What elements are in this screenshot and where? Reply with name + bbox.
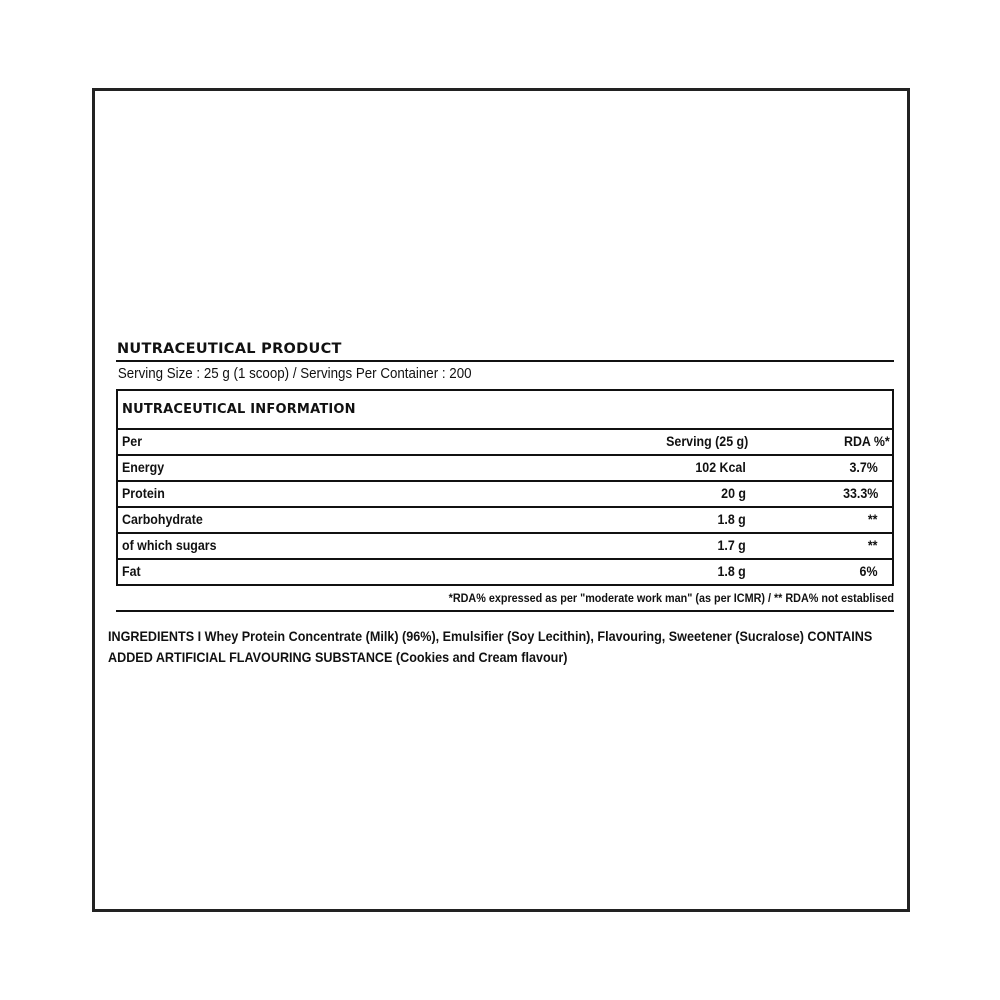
nutrition-label (116, 340, 894, 612)
nutrient-rda-value: 33.3% (842, 486, 878, 501)
table-row-carbohydrate (118, 508, 892, 534)
serving-size-info: Serving Size : 25 g (1 scoop) / Servings Per Container : 200 (117, 366, 472, 382)
nutrient-serving-value: 1.8 g (717, 512, 746, 527)
nutrient-name: of which sugars (122, 538, 217, 553)
nutrient-rda-value: ** (868, 512, 878, 527)
table-header-row (118, 430, 892, 456)
nutrition-table (116, 389, 894, 586)
product-title: NUTRACEUTICAL PRODUCT (117, 341, 342, 357)
nutrient-name: Energy (122, 460, 165, 475)
ingredients-line: INGREDIENTS I Whey Protein Concentrate (Milk) (96%), Emulsifier (Soy Lecithin), Flavouring, Sweetener (Sucralose) CONTAINS (108, 628, 873, 644)
column-header-per: Per (122, 434, 143, 449)
nutrient-rda-value: ** (868, 538, 878, 553)
table-row-sugars (118, 534, 892, 560)
footnote-divider (116, 610, 894, 612)
column-header-rda: RDA %* (844, 434, 890, 449)
table-row-energy (118, 456, 892, 482)
nutrient-rda-value: 6% (860, 564, 878, 579)
ingredients-text (108, 626, 898, 668)
nutrient-serving-value: 20 g (721, 486, 746, 501)
nutrient-name: Fat (122, 564, 141, 579)
nutrient-name: Carbohydrate (122, 512, 203, 527)
nutrient-serving-value: 1.8 g (717, 564, 746, 579)
nutrient-serving-value: 102 Kcal (695, 460, 746, 475)
nutrient-rda-value: 3.7% (849, 460, 878, 475)
table-heading: NUTRACEUTICAL INFORMATION (118, 391, 892, 430)
nutrient-name: Protein (122, 486, 165, 501)
rda-footnote: *RDA% expressed as per "moderate work man" (as per ICMR) / ** RDA% not establised (448, 591, 894, 605)
table-row-fat (118, 560, 892, 584)
table-row-protein (118, 482, 892, 508)
column-header-serving: Serving (25 g) (665, 434, 748, 449)
ingredients-line: ADDED ARTIFICIAL FLAVOURING SUBSTANCE (Cookies and Cream flavour) (108, 649, 568, 665)
nutrient-serving-value: 1.7 g (717, 538, 746, 553)
